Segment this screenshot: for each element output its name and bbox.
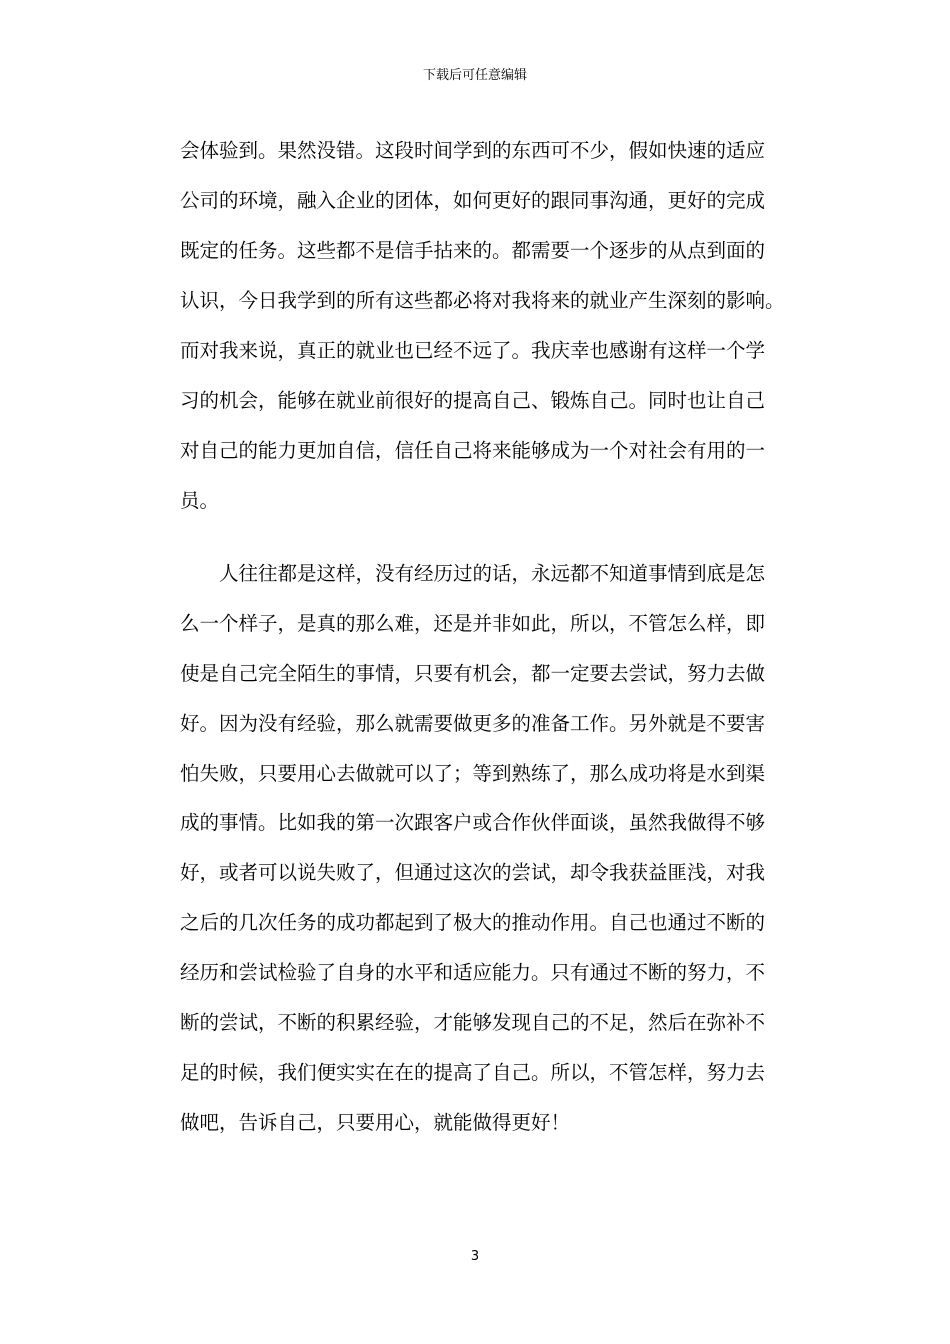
paragraph-2-line-9: 经历和尝试检验了自身的水平和适应能力。只有通过不断的努力，不 xyxy=(180,961,766,984)
paragraph-1-line-6: 习的机会，能够在就业前很好的提高自己、锻炼自己。同时也让自己 xyxy=(180,389,766,412)
paragraph-2-line-12: 做吧，告诉自己，只要用心，就能做得更好！ xyxy=(180,1111,571,1134)
page-header: 下载后可任意编辑 xyxy=(422,68,527,83)
page-number: 3 xyxy=(470,1249,480,1264)
paragraph-2-line-8: 之后的几次任务的成功都起到了极大的推动作用。自己也通过不断的 xyxy=(180,911,766,934)
paragraph-1-line-7: 对自己的能力更加自信，信任自己将来能够成为一个对社会有用的一 xyxy=(180,439,766,462)
paragraph-2-line-7: 好，或者可以说失败了，但通过这次的尝试，却令我获益匪浅，对我 xyxy=(180,861,766,884)
paragraph-1-line-4: 认识，今日我学到的所有这些都必将对我将来的就业产生深刻的影响。 xyxy=(180,289,785,312)
paragraph-2-line-5: 怕失败，只要用心去做就可以了；等到熟练了，那么成功将是水到渠 xyxy=(180,762,766,785)
paragraph-2-line-10: 断的尝试，不断的积累经验，才能够发现自己的不足，然后在弥补不 xyxy=(180,1011,766,1034)
paragraph-1-line-3: 既定的任务。这些都不是信手拈来的。都需要一个逐步的从点到面的 xyxy=(180,239,766,262)
paragraph-2-line-2: 么一个样子，是真的那么难，还是并非如此，所以，不管怎么样，即 xyxy=(180,612,766,635)
paragraph-1-line-5: 而对我来说，真正的就业也已经不远了。我庆幸也感谢有这样一个学 xyxy=(180,339,766,362)
paragraph-1-line-2: 公司的环境，融入企业的团体，如何更好的跟同事沟通，更好的完成 xyxy=(180,189,766,212)
paragraph-1-line-1: 会体验到。果然没错。这段时间学到的东西可不少，假如快速的适应 xyxy=(180,139,766,162)
paragraph-2-line-11: 足的时候，我们便实实在在的提高了自己。所以，不管怎样，努力去 xyxy=(180,1061,766,1084)
paragraph-2-line-1: 人往往都是这样，没有经历过的话，永远都不知道事情到底是怎 xyxy=(219,562,766,585)
paragraph-1-line-8: 员。 xyxy=(180,489,220,512)
paragraph-2-line-6: 成的事情。比如我的第一次跟客户或合作伙伴面谈，虽然我做得不够 xyxy=(180,811,766,834)
paragraph-2-line-3: 使是自己完全陌生的事情，只要有机会，都一定要去尝试，努力去做 xyxy=(180,662,766,685)
paragraph-2-line-4: 好。因为没有经验，那么就需要做更多的准备工作。另外就是不要害 xyxy=(180,712,766,735)
